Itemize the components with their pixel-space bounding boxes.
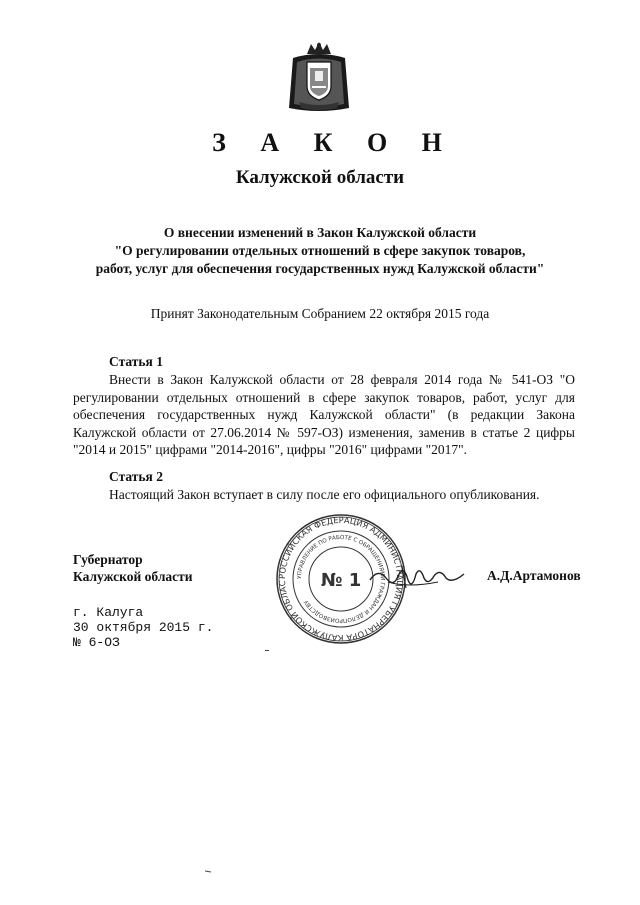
article-text: Настоящий Закон вступает в силу после его официального опубликования. <box>109 487 540 502</box>
date-of-signing: 30 октября 2015 г. <box>73 620 214 635</box>
signatory-position: Калужской области <box>73 569 193 584</box>
signatory-position: Губернатор <box>73 552 143 567</box>
handwritten-signature-icon <box>368 560 468 595</box>
article-heading: Статья 1 <box>109 354 163 369</box>
seal-number: № 1 <box>320 570 362 591</box>
place-of-signing: г. Калуга <box>73 605 144 620</box>
article-heading: Статья 2 <box>109 469 163 484</box>
scan-mark <box>265 650 269 651</box>
law-title: З А К О Н <box>212 128 456 157</box>
subject-line: О внесении изменений в Закон Калужской области <box>163 225 477 240</box>
adoption-statement: Принят Законодательным Собранием 22 октября 2015 года <box>150 306 490 321</box>
law-number: № 6-ОЗ <box>73 635 120 650</box>
signatory-name: А.Д.Артамонов <box>487 568 581 583</box>
seal-outer-text: РОССИЙСКАЯ ФЕДЕРАЦИЯ АДМИНИСТРАЦИЯ ГУБЕРНАТОРА КАЛУЖСКОЙ ОБЛАС <box>276 514 406 644</box>
subject-line: "О регулировании отдельных отношений в сфере закупок товаров, <box>114 243 526 258</box>
region-title: Калужской области <box>235 167 405 188</box>
article-text: Внести в Закон Калужской области от 28 февраля 2014 года № 541-ОЗ "О регулировании отдельных отношений в сфере закупок товаров, работ, услуг для обеспечения государственных нужд Калужской области" (в редакции Закона Калужской области от 27.06.2014 № 597-ОЗ) изменения, заменив в статье 2 цифры "2014 и 2015" цифрами "2014-2016", цифры "2016" цифрами "2017". <box>73 372 575 458</box>
subject-line: работ, услуг для обеспечения государственных нужд Калужской области" <box>95 261 545 276</box>
seal-inner-text: УПРАВЛЕНИЕ ПО РАБОТЕ С ОБРАЩЕНИЯМИ ГРАЖДАН И ДЕЛОПРОИЗВОДСТВУ <box>296 534 386 624</box>
coat-of-arms-icon <box>285 42 353 114</box>
scan-mark <box>205 860 211 863</box>
